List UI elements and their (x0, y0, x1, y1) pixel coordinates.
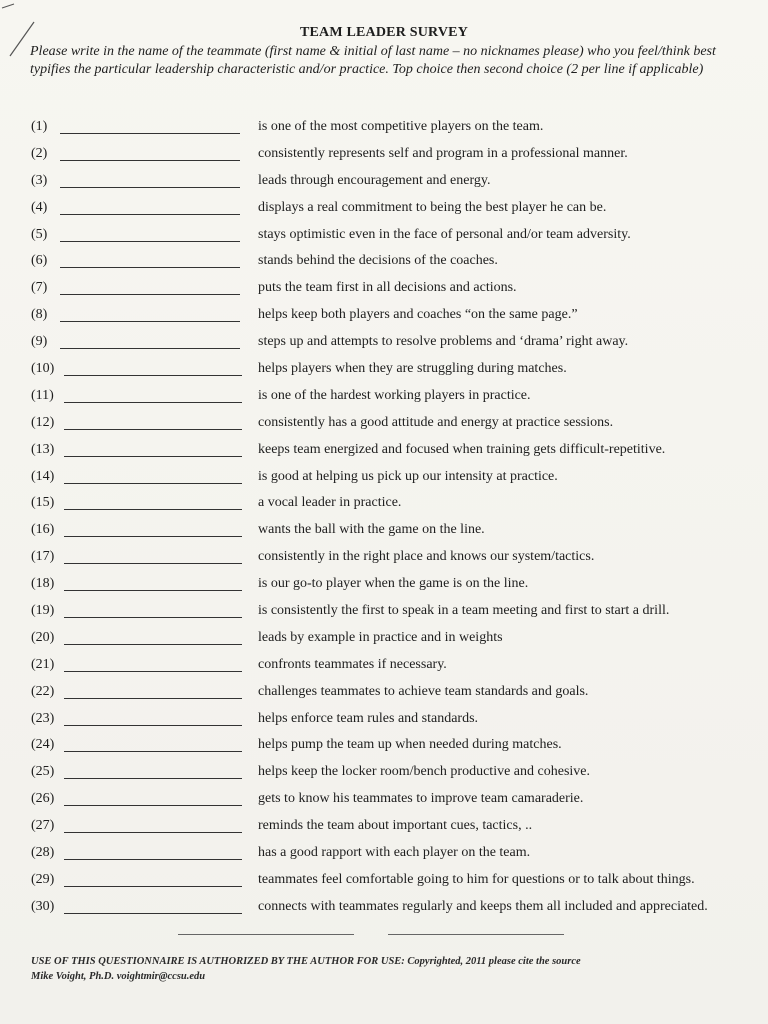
item-characteristic: consistently has a good attitude and energy at practice sessions. (258, 414, 614, 430)
name-entry-line[interactable] (64, 375, 242, 376)
name-entry-line[interactable] (64, 832, 242, 833)
item-characteristic: connects with teammates regularly and keeps them all included and appreciated. (258, 898, 708, 914)
item-characteristic: challenges teammates to achieve team standards and goals. (258, 683, 589, 699)
item-number: (17) (31, 549, 55, 565)
survey-item (0, 600, 768, 627)
item-number: (7) (31, 280, 48, 296)
item-number: (29) (31, 871, 55, 887)
name-entry-line[interactable] (64, 644, 242, 645)
item-number: (5) (31, 226, 48, 242)
item-characteristic: is our go-to player when the game is on the line. (258, 576, 529, 592)
survey-item (0, 304, 768, 331)
name-entry-line[interactable] (64, 805, 242, 806)
survey-items (0, 116, 768, 923)
item-number: (16) (31, 522, 55, 538)
item-number: (24) (31, 737, 55, 753)
survey-item (0, 412, 768, 439)
name-entry-line[interactable] (64, 563, 242, 564)
name-entry-line[interactable] (60, 321, 240, 322)
name-entry-line[interactable] (64, 483, 242, 484)
item-number: (22) (31, 683, 55, 699)
name-entry-line[interactable] (64, 913, 242, 914)
item-number: (12) (31, 414, 55, 430)
item-characteristic: leads through encouragement and energy. (258, 172, 491, 188)
item-characteristic: helps pump the team up when needed during matches. (258, 737, 562, 753)
name-entry-line[interactable] (64, 886, 242, 887)
name-entry-line[interactable] (64, 725, 242, 726)
item-number: (26) (31, 791, 55, 807)
survey-item (0, 734, 768, 761)
name-entry-line[interactable] (60, 187, 240, 188)
survey-item (0, 546, 768, 573)
survey-item (0, 788, 768, 815)
name-entry-line[interactable] (60, 133, 240, 134)
item-characteristic: consistently in the right place and knows our system/tactics. (258, 549, 595, 565)
survey-item (0, 116, 768, 143)
survey-item (0, 439, 768, 466)
item-characteristic: consistently represents self and program in a professional manner. (258, 145, 628, 161)
item-number: (4) (31, 199, 48, 215)
survey-item (0, 654, 768, 681)
survey-instructions: Please write in the name of the teammate (first name & initial of last name – no nicknames please) who you feel/think best typifies the particular leadership characteristic and/or practice. Top choice then second choice (2 per line if applicable) (30, 44, 716, 77)
item-characteristic: is good at helping us pick up our intensity at practice. (258, 468, 558, 484)
survey-item (0, 681, 768, 708)
name-entry-line[interactable] (60, 294, 240, 295)
item-number: (1) (31, 119, 48, 134)
item-number: (21) (31, 656, 55, 672)
survey-item (0, 170, 768, 197)
item-characteristic: confronts teammates if necessary. (258, 656, 447, 672)
name-entry-line[interactable] (60, 160, 240, 161)
item-number: (11) (31, 387, 54, 403)
item-number: (2) (31, 145, 48, 161)
author-credit: Mike Voight, Ph.D. voightmir@ccsu.edu (31, 971, 206, 982)
name-entry-line[interactable] (64, 536, 242, 537)
name-entry-line[interactable] (60, 214, 240, 215)
item-number: (27) (31, 818, 55, 834)
survey-item (0, 385, 768, 412)
item-number: (15) (31, 495, 55, 511)
name-entry-line[interactable] (60, 348, 240, 349)
item-characteristic: stands behind the decisions of the coaches. (258, 253, 498, 269)
survey-item (0, 331, 768, 358)
copyright-footer (31, 954, 731, 984)
name-entry-line[interactable] (64, 778, 242, 779)
item-number: (20) (31, 629, 55, 645)
item-characteristic: helps players when they are struggling during matches. (258, 361, 567, 377)
survey-item (0, 358, 768, 385)
survey-item (0, 627, 768, 654)
name-entry-line[interactable] (64, 590, 242, 591)
name-entry-line[interactable] (64, 698, 242, 699)
item-number: (6) (31, 253, 48, 269)
item-characteristic: helps keep both players and coaches “on the same page.” (258, 307, 578, 323)
item-number: (9) (31, 334, 48, 350)
name-entry-line[interactable] (64, 751, 242, 752)
survey-item (0, 197, 768, 224)
item-number: (30) (31, 898, 55, 914)
item-characteristic: puts the team first in all decisions and actions. (258, 280, 517, 296)
item-number: (19) (31, 603, 55, 619)
survey-item (0, 842, 768, 869)
item-characteristic: teammates feel comfortable going to him for questions or to talk about things. (258, 871, 695, 887)
item-number: (14) (31, 468, 55, 484)
item-number: (25) (31, 764, 55, 780)
item-number: (23) (31, 710, 55, 726)
survey-item (0, 519, 768, 546)
item-characteristic: wants the ball with the game on the line. (258, 522, 485, 538)
item-number: (13) (31, 441, 55, 457)
item-characteristic: is consistently the first to speak in a team meeting and first to start a drill. (258, 603, 670, 619)
name-entry-line[interactable] (64, 402, 242, 403)
survey-item (0, 250, 768, 277)
signature-lines (0, 934, 768, 938)
item-characteristic: steps up and attempts to resolve problems and ‘drama’ right away. (258, 334, 629, 350)
item-characteristic: reminds the team about important cues, tactics, .. (258, 818, 533, 834)
name-entry-line[interactable] (64, 429, 242, 430)
item-characteristic: stays optimistic even in the face of personal and/or team adversity. (258, 226, 631, 242)
name-entry-line[interactable] (64, 509, 242, 510)
name-entry-line[interactable] (64, 456, 242, 457)
copyright-notice: USE OF THIS QUESTIONNAIRE IS AUTHORIZED BY THE AUTHOR FOR USE: Copyrighted, 2011 please cite the source (31, 956, 581, 967)
item-characteristic: helps enforce team rules and standards. (258, 710, 479, 726)
survey-item (0, 277, 768, 304)
survey-item (0, 573, 768, 600)
survey-item (0, 708, 768, 735)
name-entry-line[interactable] (64, 617, 242, 618)
item-number: (8) (31, 307, 48, 323)
survey-item (0, 761, 768, 788)
item-characteristic: leads by example in practice and in weights (258, 629, 503, 645)
item-characteristic: has a good rapport with each player on the team. (258, 845, 531, 861)
item-characteristic: gets to know his teammates to improve team camaraderie. (258, 791, 584, 807)
item-number: (18) (31, 576, 55, 592)
name-entry-line[interactable] (64, 859, 242, 860)
signature-line-right (388, 934, 564, 935)
item-characteristic: is one of the hardest working players in practice. (258, 387, 531, 403)
item-number: (3) (31, 172, 48, 188)
item-number: (28) (31, 845, 55, 861)
signature-line-left (178, 934, 354, 935)
survey-item (0, 492, 768, 519)
survey-item (0, 869, 768, 896)
item-characteristic: helps keep the locker room/bench productive and cohesive. (258, 764, 590, 780)
survey-item (0, 896, 768, 923)
item-characteristic: a vocal leader in practice. (258, 495, 402, 511)
survey-title: TEAM LEADER SURVEY (299, 25, 469, 40)
survey-item (0, 466, 768, 493)
survey-item (0, 143, 768, 170)
name-entry-line[interactable] (60, 267, 240, 268)
name-entry-line[interactable] (60, 241, 240, 242)
name-entry-line[interactable] (64, 671, 242, 672)
item-characteristic: displays a real commitment to being the best player he can be. (258, 199, 607, 215)
survey-item (0, 224, 768, 251)
item-characteristic: keeps team energized and focused when training gets difficult-repetitive. (258, 441, 666, 457)
item-characteristic: is one of the most competitive players on the team. (258, 119, 544, 134)
item-number: (10) (31, 361, 55, 377)
survey-item (0, 815, 768, 842)
